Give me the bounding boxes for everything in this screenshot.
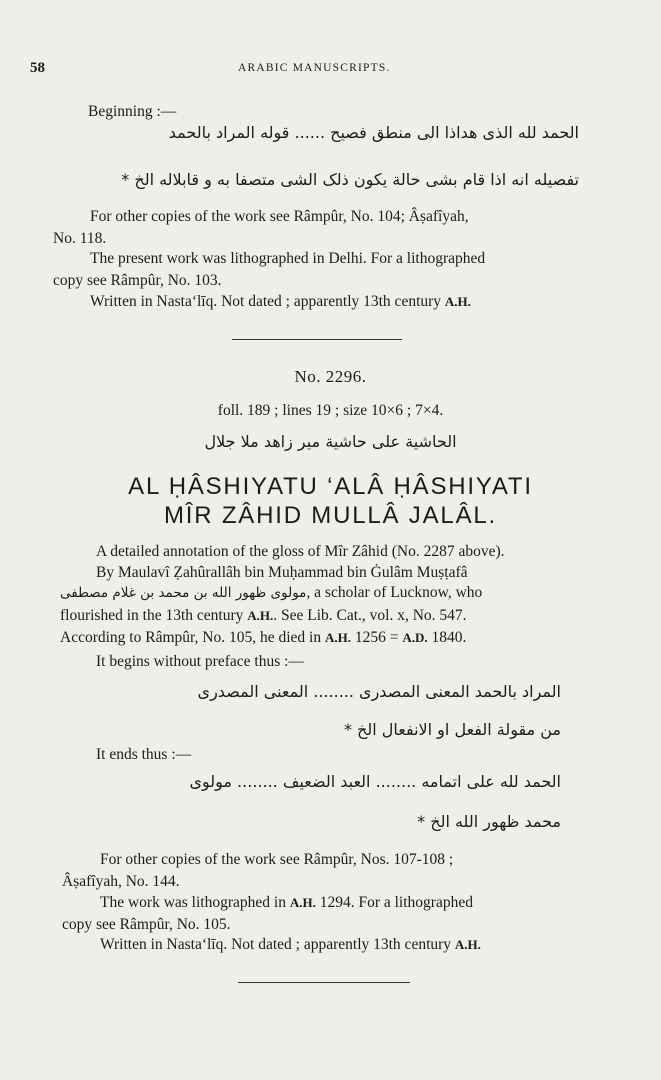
arabic-explicit-line-2: محمد ظهور الله الخ * (417, 812, 561, 831)
entry-lithographed-line-1 (100, 893, 473, 913)
according-line (60, 628, 466, 648)
entry-other-copies-line-1: For other copies of the work see Râmpûr, Nos. 107-108 ; (100, 851, 454, 868)
author-arabic-name: مولوى ظهور الله بن محمد بن غلام مصطفى (60, 585, 307, 601)
author-line-1: By Maulavî Ẓahûrallâh bin Muḥammad bin Ġulâm Muṣṭafâ (96, 564, 468, 581)
anno-hijri-abbrev: A.H. (247, 608, 274, 623)
arabic-title: الحاشية على حاشية مير زاهد ملا جلال (204, 432, 457, 451)
other-copies-line-1: For other copies of the work see Râmpûr, No. 104; Âṣafîyah, (90, 208, 469, 225)
title-line-2: MÎR ZÂHID MULLÂ JALÂL. (163, 502, 497, 529)
running-head: ARABIC MANUSCRIPTS. (238, 62, 391, 74)
lithographed-line-1: The present work was lithographed in Delhi. For a lithographed (90, 250, 486, 267)
description: A detailed annotation of the gloss of Mîr Zâhid (No. 2287 above). (96, 543, 505, 560)
entry-written-line (100, 935, 481, 955)
entry-written-text: Written in Nasta‘līq. Not dated ; apparently 13th century (100, 936, 452, 953)
author-line-2-text: , a scholar of Lucknow, who (306, 584, 483, 601)
begins-label: It begins without preface thus :— (96, 653, 304, 670)
section-divider (232, 339, 402, 340)
catalogue-ref: . See Lib. Cat., vol. x, No. 547. (273, 607, 467, 624)
anno-hijri-abbrev: A.H. (454, 937, 481, 952)
written-line (90, 292, 471, 312)
litho-text: The work was lithographed in (100, 894, 286, 911)
according-text: According to Râmpûr, No. 105, he died in (60, 629, 322, 646)
death-year-hijri: 1256 = (354, 629, 399, 646)
ends-label: It ends thus :— (96, 746, 192, 763)
litho-year: 1294. For a lithographed (319, 894, 473, 911)
anno-domini-abbrev: A.D. (402, 630, 428, 645)
arabic-beginning-line-2: تفصيله انه اذا قام بشى حالة يكون ذلک الشى متصفا به و قابلاله الخ * (121, 170, 579, 189)
title-line-1: AL ḤÂSHIYATU ‘ALÂ ḤÂSHIYATI (128, 473, 533, 500)
page-number: 58 (30, 60, 45, 76)
anno-hijri-abbrev: A.H. (324, 630, 351, 645)
arabic-incipit-line-2: من مقولة الفعل او الانفعال الخ * (343, 720, 561, 739)
entry-other-copies-line-2: Âṣafîyah, No. 144. (62, 873, 180, 890)
arabic-incipit-line-1: المراد بالحمد المعنى المصدرى ........ المعنى المصدرى (197, 682, 561, 701)
anno-hijri-abbrev: A.H. (444, 294, 471, 309)
author-line-2 (60, 583, 482, 603)
written-text: Written in Nasta‘līq. Not dated ; apparently 13th century (90, 293, 442, 310)
anno-hijri-abbrev: A.H. (289, 895, 316, 910)
section-divider-bottom (238, 982, 410, 983)
entry-lithographed-line-2: copy see Râmpûr, No. 105. (62, 916, 231, 933)
page-header (0, 60, 661, 82)
death-year-ad: 1840. (431, 629, 467, 646)
lithographed-line-2: copy see Râmpûr, No. 103. (53, 272, 222, 289)
arabic-beginning-line-1: الحمد لله الذى هداذا الى منطق فصيح ...... قوله المراد بالحمد (168, 123, 579, 142)
collation: foll. 189 ; lines 19 ; size 10×6 ; 7×4. (217, 402, 444, 419)
beginning-label: Beginning :— (88, 103, 177, 120)
arabic-explicit-line-1: الحمد لله على اتمامه ........ العبد الضعيف ........ مولوى (189, 772, 561, 791)
entry-number: No. 2296. (294, 367, 367, 386)
flourished-line (60, 606, 467, 626)
other-copies-line-2: No. 118. (53, 230, 107, 247)
flourished-text: flourished in the 13th century (60, 607, 244, 624)
